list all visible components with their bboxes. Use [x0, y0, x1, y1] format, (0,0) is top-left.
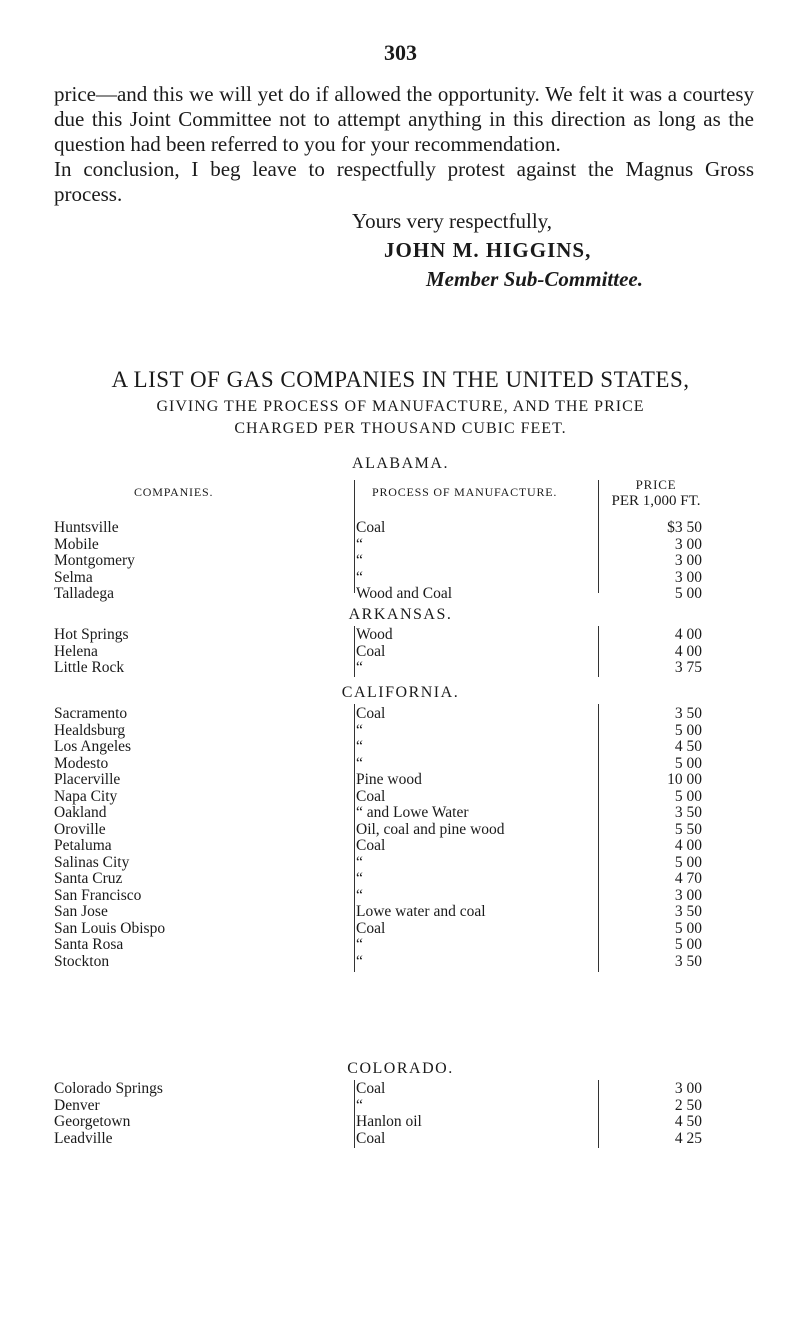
column-header-price — [602, 477, 710, 510]
column-rule — [354, 480, 355, 593]
process: “ — [356, 871, 363, 887]
company-name: Georgetown — [54, 1114, 131, 1130]
table-alabama — [54, 520, 754, 603]
state-heading-arkansas: ARKANSAS. — [348, 606, 453, 623]
price: 5 00 — [674, 585, 702, 602]
process: Pine wood — [356, 772, 422, 788]
company-name: Healdsburg — [54, 722, 126, 739]
process: Wood — [356, 627, 393, 643]
letter-paragraph-1: price—and this we will yet do if allowed the opportunity. We felt it was a courtesy due this Joint Committee not to attempt anything in this direction as long as the question had been referred to you for your recommendation. — [54, 82, 754, 156]
table-row — [54, 838, 754, 855]
table-row — [54, 954, 754, 971]
company-name: Leadville — [54, 1130, 113, 1147]
company-name: Salinas City — [54, 854, 130, 871]
process: “ — [356, 937, 363, 953]
table-row — [54, 937, 754, 954]
table-row — [54, 789, 754, 806]
company-name: Colorado Springs — [54, 1081, 163, 1097]
process: Coal — [356, 920, 386, 937]
column-rule — [354, 626, 355, 677]
price: 4 00 — [674, 626, 702, 643]
process: Lowe water and coal — [356, 904, 486, 920]
process: “ — [356, 1097, 363, 1114]
process: “ and Lowe Water — [356, 805, 469, 821]
column-header-process: PROCESS OF MANUFACTURE. — [372, 485, 558, 499]
process: Wood and Coal — [356, 586, 453, 602]
company-name: Napa City — [54, 788, 118, 805]
process: “ — [356, 854, 363, 871]
state-heading-california: CALIFORNIA. — [341, 684, 460, 701]
price: 3 50 — [674, 705, 702, 722]
process: “ — [356, 755, 363, 772]
process: “ — [356, 536, 363, 553]
table-arkansas — [54, 627, 754, 677]
table-row — [54, 553, 754, 570]
table-row — [54, 660, 754, 677]
price: 3 00 — [674, 535, 702, 553]
price: 3 00 — [674, 568, 702, 586]
company-name: Oroville — [54, 821, 106, 838]
process: “ — [356, 953, 363, 970]
column-rule — [598, 1080, 599, 1148]
price: 5 00 — [674, 936, 702, 953]
column-rule — [598, 480, 599, 593]
table-row — [54, 888, 754, 905]
price: 5 00 — [674, 853, 702, 871]
company-name: Modesto — [54, 755, 109, 772]
page-number: 303 — [384, 40, 417, 65]
process: Coal — [356, 788, 386, 805]
column-rule — [598, 626, 599, 677]
process: “ — [356, 887, 363, 904]
price: 5 00 — [674, 787, 702, 805]
company-name: Hot Springs — [54, 627, 129, 643]
company-name: Denver — [54, 1097, 100, 1114]
price: 3 00 — [674, 1080, 702, 1097]
process: “ — [356, 722, 363, 739]
table-row — [54, 756, 754, 773]
process: Coal — [356, 1081, 386, 1097]
letter-body — [54, 82, 754, 292]
company-name: San Jose — [54, 904, 108, 920]
process: Coal — [356, 520, 386, 536]
column-rule — [354, 704, 355, 972]
process: “ — [356, 660, 363, 676]
price: 4 70 — [674, 870, 702, 887]
table-row — [54, 855, 754, 872]
price: 3 50 — [674, 804, 702, 821]
letter-signer-role: Member Sub-Committee. — [426, 267, 643, 291]
price: 3 00 — [674, 886, 702, 904]
company-name: Los Angeles — [54, 739, 132, 755]
price: 2 50 — [674, 1096, 702, 1114]
table-row — [54, 1098, 754, 1115]
company-name: Santa Rosa — [54, 937, 124, 953]
column-header-price-line1: PRICE — [635, 477, 677, 492]
process: Coal — [356, 706, 386, 722]
price: 3 75 — [674, 659, 702, 676]
price: 4 50 — [674, 1113, 702, 1130]
price: 5 00 — [674, 919, 702, 937]
table-row — [54, 871, 754, 888]
process: Oil, coal and pine wood — [356, 821, 505, 838]
column-rule — [598, 704, 599, 972]
company-name: Little Rock — [54, 660, 125, 676]
price: 4 00 — [674, 837, 702, 854]
table-california — [54, 706, 754, 970]
company-name: Petaluma — [54, 838, 112, 854]
company-name: Selma — [54, 569, 93, 586]
table-row — [54, 644, 754, 661]
table-row — [54, 723, 754, 740]
letter-paragraph-2: In conclusion, I beg leave to respectfully protest against the Magnus Gross process. — [54, 157, 754, 206]
company-name: Helena — [54, 643, 98, 660]
table-row — [54, 739, 754, 756]
process: Coal — [356, 643, 386, 660]
price: 3 50 — [674, 903, 702, 920]
company-name: San Francisco — [54, 887, 142, 904]
process: “ — [356, 569, 363, 586]
price: 3 00 — [674, 552, 702, 569]
table-row — [54, 805, 754, 822]
table-row — [54, 822, 754, 839]
table-row — [54, 520, 754, 537]
table-row — [54, 706, 754, 723]
price: 4 00 — [674, 642, 702, 660]
company-name: Mobile — [54, 536, 99, 553]
process: “ — [356, 553, 363, 569]
company-name: Sacramento — [54, 706, 128, 722]
column-header-price-line2: PER 1,000 FT. — [611, 493, 701, 509]
list-subtitle-1: GIVING THE PROCESS OF MANUFACTURE, AND THE PRICE — [156, 398, 645, 415]
company-name: Talladega — [54, 586, 115, 602]
process: “ — [356, 739, 363, 755]
table-row — [54, 1131, 754, 1148]
company-name: Montgomery — [54, 553, 135, 569]
table-colorado — [54, 1081, 754, 1147]
price: 5 00 — [674, 754, 702, 772]
process: Hanlon oil — [356, 1114, 422, 1130]
table-row — [54, 537, 754, 554]
table-row — [54, 1081, 754, 1098]
process: Coal — [356, 1130, 386, 1147]
price: 5 00 — [674, 721, 702, 739]
list-subtitle-2: CHARGED PER THOUSAND CUBIC FEET. — [234, 420, 567, 437]
table-row — [54, 1114, 754, 1131]
company-name: Santa Cruz — [54, 871, 123, 887]
process: Coal — [356, 838, 386, 854]
state-heading-alabama: ALABAMA. — [352, 455, 449, 472]
table-row — [54, 627, 754, 644]
column-header-companies: COMPANIES. — [134, 485, 214, 499]
letter-closing: Yours very respectfully, — [352, 209, 553, 233]
table-row — [54, 921, 754, 938]
company-name: Huntsville — [54, 520, 119, 536]
list-title: A LIST OF GAS COMPANIES IN THE UNITED STATES, — [111, 367, 690, 392]
price: 5 50 — [674, 820, 702, 838]
company-name: Placerville — [54, 772, 121, 788]
column-rule — [354, 1080, 355, 1148]
company-name: Stockton — [54, 953, 110, 970]
price: 4 50 — [674, 738, 702, 755]
column-headers — [54, 477, 754, 517]
company-name: San Louis Obispo — [54, 920, 166, 937]
table-row — [54, 772, 754, 789]
price: 4 25 — [674, 1129, 702, 1147]
table-row — [54, 904, 754, 921]
table-row — [54, 586, 754, 603]
table-row — [54, 570, 754, 587]
price: $3 50 — [667, 519, 702, 536]
price: 3 50 — [674, 952, 702, 970]
state-heading-colorado: COLORADO. — [347, 1060, 454, 1077]
letter-signer: JOHN M. HIGGINS, — [384, 238, 592, 262]
price: 10 00 — [667, 771, 702, 788]
company-name: Oakland — [54, 805, 107, 821]
